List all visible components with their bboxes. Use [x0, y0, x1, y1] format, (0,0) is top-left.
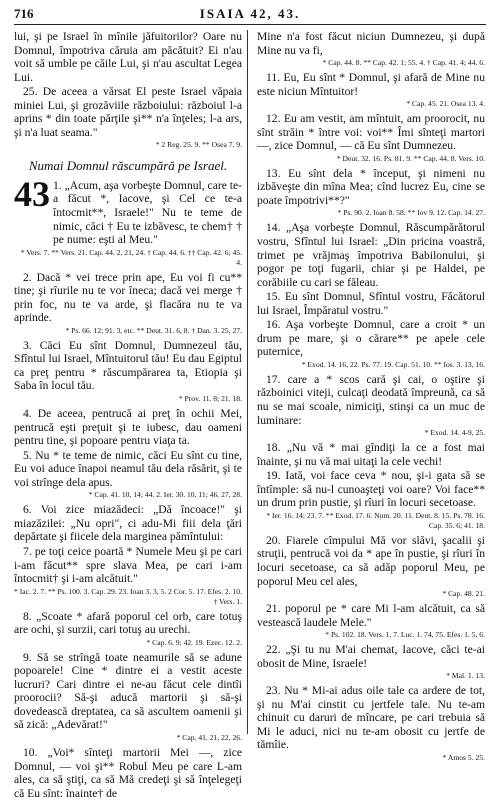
- verse-18: 18. „Nu vă * mai gîndiţi la ce a fost mai înainte, şi nu vă mai uitaţi la cele vechi!: [257, 441, 485, 468]
- column-divider: [247, 30, 248, 734]
- cross-reference: * Cap. 41. 10, 14; 44. 2. Ier. 30. 10, 11; 46. 27, 28.: [88, 490, 242, 500]
- cross-reference: * Prov. 11. 8; 21. 18.: [178, 394, 242, 404]
- verse-5: 5. Nu * te teme de nimic, căci Eu sînt cu tine, Eu voi aduce înapoi neamul tău dela răsărit, şi te voi strînge dela apus.: [14, 448, 242, 489]
- verse-6: 6. Voi zice miazădeci: „Dă încoace!" şi miazăzilei: „Nu opri", ci adu-Mi fiii dela ţări depărtate şi fiicele dela marginea pămîntului:: [14, 503, 242, 544]
- verse-20: 20. Fiarele cîmpului Mă vor slăvi, şacalii şi struţii, pentrucă voi da * ape în pustie, şi rîuri în locuri secetoase, ca să adăp poporul Meu, pe poporul Meu cel ales,: [257, 533, 485, 588]
- paragraph: Mine n'a fost făcut niciun Dumnezeu, şi după Mine nu va fi,: [257, 30, 485, 57]
- verse-4: 4. De aceea, pentrucă ai preţ în ochii Mei, pentrucă eşti preţuit şi te iubesc, dau oameni pentru tine, şi popoare pentru viaţa ta.: [14, 407, 242, 448]
- cross-reference: * Ps. 90. 2. Ioan 8. 58. ** Iov 9. 12. Cap. 14. 27.: [337, 208, 485, 218]
- right-column: [257, 30, 485, 762]
- cross-reference: * Deut. 32. 16. Ps. 81. 9. ** Cap. 44. 8. Vers. 10.: [336, 153, 485, 163]
- verse-10: 10. „Voi* sînteţi martorii Mei —, zice Domnul, — voi şi** Robul Meu pe care L-am ales, ca să ştiţi, ca să Mă credeţi şi să înţelegeţi că Eu sînt: înainte† de: [14, 745, 242, 800]
- verse-16: 16. Aşa vorbeşte Domnul, care a croit * un drum pe mare, şi o cărare** pe apele cele puternice,: [257, 318, 485, 359]
- cross-reference: * Cap. 44. 8. ** Cap. 42. 1; 55. 4. † Cap. 41. 4; 44. 6.: [322, 58, 485, 68]
- verse-19: 19. Iată, voi face ceva * nou, şi-i gata să se întîmple: să nu-l cunoaşteţi voi oare? Voi face** un drum prin pustie, şi rîuri în locuri secetoase.: [257, 469, 485, 510]
- verse-11: 11. Eu, Eu sînt * Domnul, şi afară de Mine nu este niciun Mîntuitor!: [257, 71, 485, 98]
- chapter-number: 43: [14, 173, 50, 214]
- cross-reference: * Cap. 45. 21. Osea 13. 4.: [406, 99, 485, 109]
- cross-reference: * Exod. 14. 16, 22. Ps. 77. 19. Cap. 51. 10. ** Ios. 3. 13, 16.: [301, 359, 485, 369]
- verse-25: 25. De aceea a vărsat El peste Israel văpaia miniei Lui, şi grozăviile războiului: războiul l-a aprins * din toate părţile şi** n'a înţeles; l-a ars, şi n'a luat seama.": [14, 85, 242, 139]
- cross-reference: * Vers. 7. ** Vers. 21. Cap. 44. 2, 21, 24. † Cap. 44. 6. †† Cap. 42. 6; 45. 4.: [20, 247, 242, 267]
- page-header: [14, 6, 486, 25]
- verse-3: 3. Căci Eu sînt Domnul, Dumnezeul tău, Sfîntul lui Israel, Mîntuitorul tău! Eu dau Egiptul ca preţ pentru * răscumpărarea ta, Etiopia şi Saba în locul tău.: [14, 338, 242, 393]
- section-heading: Numai Domnul răscumpără pe Israel.: [28, 158, 228, 174]
- cross-reference: * Ps. 102. 18. Vers. 1, 7. Luc. 1. 74, 75. Efes. 1. 5, 6.: [325, 630, 485, 640]
- running-title: ISAIA 42, 43.: [199, 6, 301, 21]
- paragraph: lui, şi pe Israel în mînile jăfuitorilor? Oare nu Domnul, împotriva căruia am păcătuit? Ei n'au voit să umble pe căile Lui, şi n'au ascultat Legea Lui.: [14, 30, 242, 84]
- verse-21: 21. poporul pe * care Mi l-am alcătuit, ca să vestească laudele Mele.": [257, 602, 485, 629]
- verse-7: 7. pe toţi ceice poartă * Numele Meu şi pe cari i-am făcut** spre slava Mea, pe cari i-am întocmit† şi i-am alcătuit.": [14, 544, 242, 586]
- verse-13: 13. Eu sînt dela * început, şi nimeni nu izbăveşte din mîna Mea; cînd lucrez Eu, cine se poate împotrivi**?": [257, 166, 485, 207]
- cross-reference: * Iac. 2. 7. ** Ps. 100. 3. Cap. 29. 23. Ioan 3. 3, 5. 2 Cor. 5. 17. Efes. 2. 10. † Vers. 1.: [14, 586, 243, 606]
- cross-reference: * Amos 5. 25.: [442, 752, 485, 762]
- verse-23: 23. Nu * Mi-ai adus oile tale ca ardere de tot, şi nu M'ai cinstit cu jertfele tale. Nu te-am chinuit cu daruri de mîncare, pe cari trebuia să Mi le aduci, nici nu te-am obosit cu jertfe de tămîie.: [257, 684, 485, 752]
- page-number: 716: [14, 6, 34, 21]
- verse-17: 17. care a * scos cară şi cai, o oştire şi războinici viteji, culcaţi deodată împreună, ca să nu se mai scoale, nimiciţi, stinşi ca un muc de luminare:: [257, 372, 485, 427]
- chapter-start: [14, 173, 242, 248]
- verse-1: 1. „Acum, aşa vorbeşte Domnul, care te-a făcut *, Iacove, şi Cel ce te-a întocmit**, Israele!" Nu te teme de nimic, căci † Eu te izbăvesc, te chem† † pe nume: eşti al Meu.": [53, 178, 242, 247]
- cross-reference: * Mal. 1. 13.: [446, 671, 485, 681]
- verse-8: 8. „Scoate * afară poporul cel orb, care totuş are ochi, şi surzii, cari totuş au urechi.: [14, 609, 242, 637]
- cross-reference: * Exod. 14. 4-9, 25.: [424, 428, 485, 438]
- left-column: [14, 30, 243, 800]
- verse-15: 15. Eu sînt Domnul, Sfîntul vostru, Făcătorul lui Israel, Împăratul vostru.": [257, 290, 485, 317]
- cross-reference: * Cap. 41. 21, 22, 26.: [176, 732, 242, 742]
- verse-22: 22. „Şi tu nu M'ai chemat, Iacove, căci te-ai obosit de Mine, Israele!: [257, 643, 485, 670]
- cross-reference: * 2 Reg. 25. 9. ** Osea 7. 9.: [155, 140, 242, 150]
- cross-reference: * Ps. 66. 12; 91. 3, etc. ** Deut. 31. 6, 8. † Dan. 3. 25, 27.: [65, 325, 242, 335]
- verse-2: 2. Dacă * vei trece prin ape, Eu voi fi cu** tine; şi rîurile nu te vor îneca; dacă vei merge † prin foc, nu te va arde, şi flacăra nu te va aprinde.: [14, 270, 242, 325]
- cross-reference: * Cap. 48. 21.: [442, 589, 485, 599]
- cross-reference: * Ier. 16. 14; 23. 7. ** Exod. 17. 6. Num. 20. 11. Deut. 8. 15. Ps. 78. 16. Cap. 35. 6; 41. 18.: [266, 510, 485, 530]
- cross-reference: * Cap. 6. 9; 42. 19. Ezec. 12. 2.: [146, 637, 242, 647]
- verse-12: 12. Eu am vestit, am mîntuit, am proorocit, nu sînt străin * între voi: voi** Îmi sînteţi martori —, zice Domnul, — că Eu sînt Dumnezeu.: [257, 112, 485, 153]
- verse-9: 9. Să se strîngă toate neamurile să se adune popoarele! Cine * dintre ei a vestit aceste lucruri? Cari dintre ei ne-au făcut cele dintîi proorocii? Să-şi aducă martorii şi să-şi dovedească dreptatea, ca să ascultem oamenii şi să zică: „Adevărat!": [14, 650, 242, 732]
- verse-14: 14. „Aşa vorbeşte Domnul, Răscumpărătorul vostru, Sfîntul lui Israel: „Din pricina voastră, trimet pe vrăjmaş împotriva Babilonului, şi pogor pe toţi fugarii, chiar şi pe Haldei, pe corăbiile cu cari se făleau.: [257, 221, 485, 289]
